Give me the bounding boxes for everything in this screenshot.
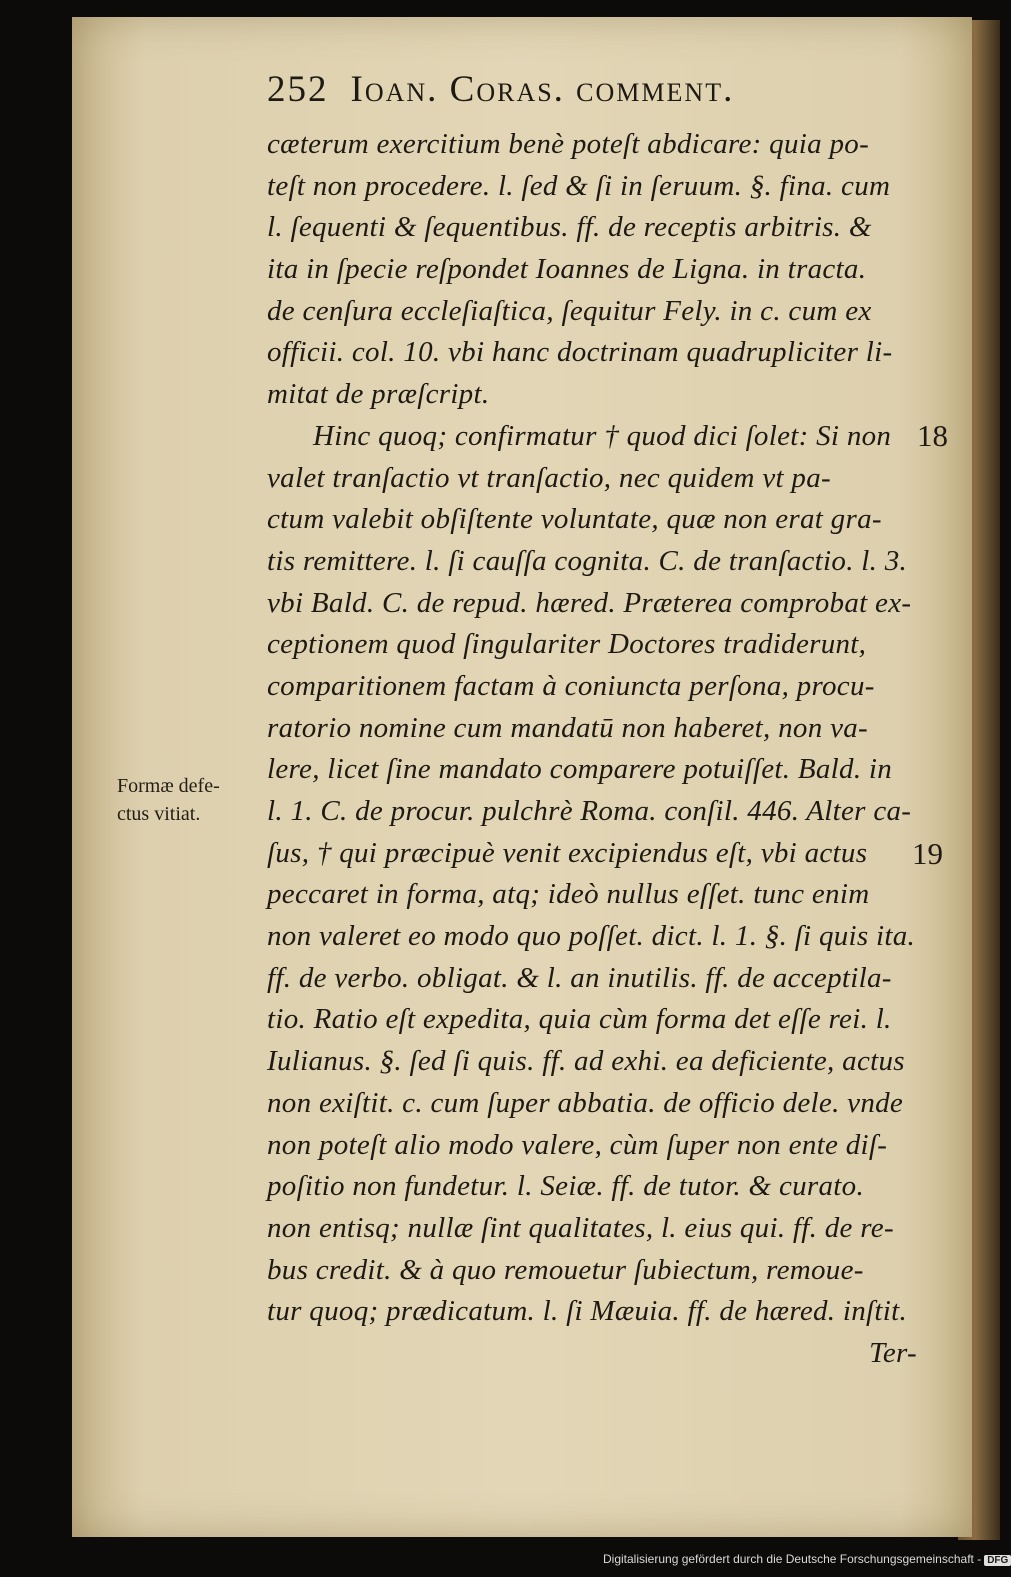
text-line: l. 1. C. de procur. pulchrè Roma. conſil. 446. Alter ca- [267,795,912,827]
text-line: ff. de verbo. obligat. & l. an inutilis. ff. de acceptila- [267,961,892,994]
marginal-note-line: Formæ defe- [117,775,220,797]
text-line: tur quoq; prædicatum. l. ſi Mæuia. ff. de hæred. inſtit. [267,1295,908,1328]
marginal-note [117,772,267,828]
text-line: vbi Bald. C. de repud. hæred. Præterea comprobat ex- [267,586,912,619]
text-line: Hinc quoq; confirmatur † quod dici ſolet: Si non [313,419,892,452]
text-line: non poteſt alio modo valere, cùm ſuper non ente diſ- [267,1128,888,1161]
text-line: poſitio non fundetur. l. Seiæ. ff. de tutor. & curato. [267,1170,865,1203]
text-line: tis remittere. l. ſi cauſſa cognita. C. de tranſactio. l. 3. [267,544,908,577]
text-line: ita in ſpecie reſpondet Ioannes de Ligna. in tracta. [267,253,867,286]
page-number: 252 [267,69,329,110]
margin-number: 19 [912,836,943,871]
text-line: Iulianus. §. ſed ſi quis. ff. ad exhi. ea deficiente, actus [267,1045,905,1078]
body-text [267,124,932,1375]
text-line: l. ſequenti & ſequentibus. ff. de receptis arbitris. & [267,211,872,244]
text-line: mitat de præſcript. [267,378,490,411]
text-line: ratorio nomine cum mandatū non haberet, non va- [267,711,869,744]
text-line: de cenſura eccleſiaſtica, ſequitur Fely. in c. cum ex [267,294,872,327]
text-line: ctum valebit obſiſtente voluntate, quæ non erat gra- [267,503,882,536]
header-title: Ioan. Coras. comment. [350,69,735,110]
text-line: peccaret in forma, atq; ideò nullus eſſet. tunc enim [267,878,870,911]
text-line: comparitionem factam à coniuncta perſona, procu- [267,669,875,702]
running-head [267,68,857,111]
marginal-note-line: ctus vitiat. [117,803,201,825]
text-line: tio. Ratio eſt expedita, quia cùm forma det eſſe rei. l. [267,1003,892,1036]
margin-number: 18 [917,418,948,453]
dfg-logo: DFG [984,1555,1011,1566]
text-line: bus credit. & à quo remouetur ſubiectum, remoue- [267,1253,864,1286]
text-line: ſus, † qui præcipuè venit excipiendus eſt, vbi actus [267,836,868,869]
catchword: Ter- [869,1336,917,1369]
credit-text: Digitalisierung gefördert durch die Deutsche Forschungsgemeinschaft - [603,1552,982,1566]
text-line: non exiſtit. c. cum ſuper abbatia. de officio dele. vnde [267,1086,904,1119]
text-line: non entisq; nullæ ſint qualitates, l. eius qui. ff. de re- [267,1211,894,1244]
text-line: officii. col. 10. vbi hanc doctrinam quadrupliciter li- [267,336,893,369]
text-line: cæterum exercitium benè poteſt abdicare: quia po- [267,128,870,160]
text-line: valet tranſactio vt tranſactio, nec quidem vt pa- [267,461,831,494]
text-line: non valeret eo modo quo poſſet. dict. l. 1. §. ſi quis ita. [267,920,916,953]
text-line: teſt non procedere. l. ſed & ſi in ſeruum. §. fina. cum [267,169,891,202]
digitization-credit [603,1552,1011,1566]
text-line: lere, licet ſine mandato comparere potuiſſet. Bald. in [267,753,893,786]
text-line: ceptionem quod ſingulariter Doctores tradiderunt, [267,628,867,661]
